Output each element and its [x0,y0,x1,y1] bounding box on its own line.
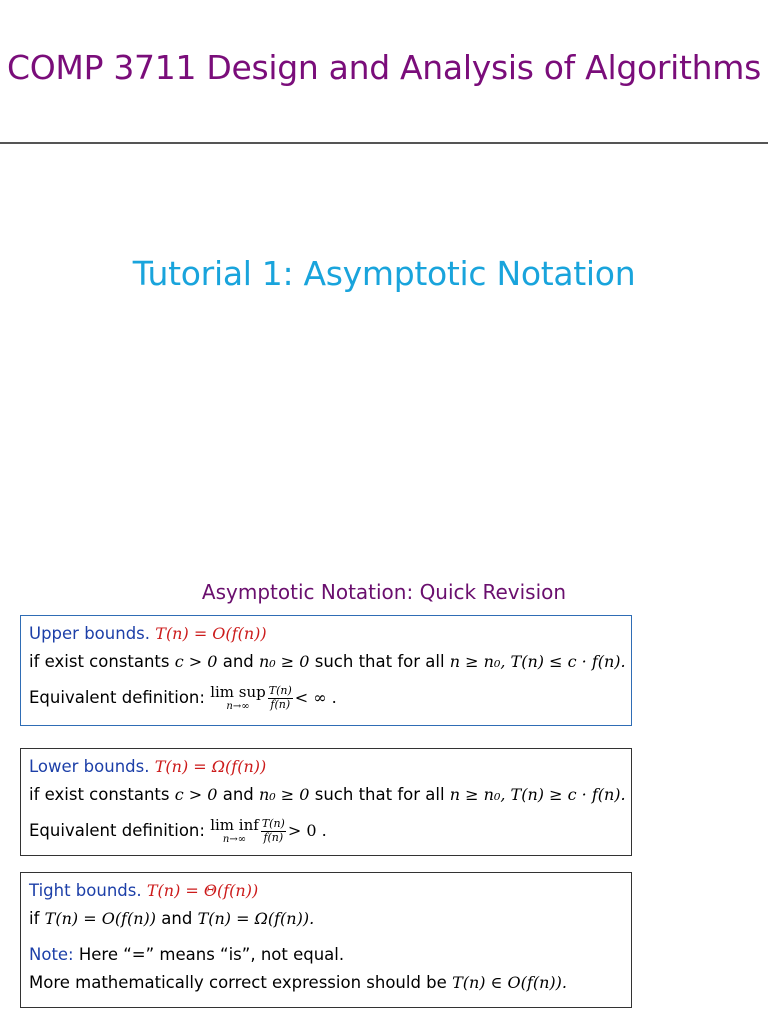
upper-fraction [268,685,293,711]
lower-lim-op: lim inf [210,816,259,834]
revision-title: Asymptotic Notation: Quick Revision [201,580,567,604]
lower-lim-sub: n→∞ [222,834,247,845]
lower-cond-pre: if exist constants [29,785,170,804]
lower-bounds-box [20,748,632,856]
upper-cond-pre: if exist constants [29,652,170,671]
upper-formula: T(n) = O(f(n)) [155,624,267,643]
tight-more-line [29,969,623,997]
course-title: COMP 3711 Design and Analysis of Algorithms [6,48,761,87]
upper-frac-num: T(n) [268,684,292,698]
lower-liminf [210,818,259,845]
upper-limsup [210,685,266,712]
upper-equiv-label: Equivalent definition: [29,688,205,707]
lower-fraction [261,818,286,844]
tight-cond-if: if [29,909,40,928]
upper-lim-rel: < ∞ . [294,688,337,707]
tutorial-title: Tutorial 1: Asymptotic Notation [132,254,636,293]
tight-cond-b: T(n) = Ω(f(n)). [197,909,315,928]
lower-frac-den: f(n) [263,831,284,844]
lower-equiv-label: Equivalent definition: [29,821,205,840]
upper-condition-line [29,648,626,676]
title-divider [0,142,768,144]
upper-cond-c: c > 0 [174,652,218,671]
upper-equiv-line [29,678,623,718]
upper-cond-mid: such that for all [314,652,445,671]
tight-bounds-box [20,872,632,1008]
lower-frac-num: T(n) [261,817,285,831]
tight-heading-line [29,877,623,905]
lower-equiv-line [29,811,623,851]
lower-cond-and: and [222,785,254,804]
upper-heading-line [29,620,623,648]
lower-heading-line [29,753,623,781]
tight-note-text: Here “=” means “is”, not equal. [78,945,345,964]
lower-cond-rel: n ≥ n₀, T(n) ≥ c · f(n). [449,785,626,804]
tight-cond-a: T(n) = O(f(n)) [44,909,157,928]
upper-frac-den: f(n) [270,698,291,711]
upper-lim-op: lim sup [210,683,266,701]
upper-cond-and: and [222,652,254,671]
lower-formula: T(n) = Ω(f(n)) [154,757,267,776]
lower-lim-rel: > 0 . [287,821,327,840]
upper-heading: Upper bounds. [29,624,151,643]
tight-note-label: Note: [29,945,74,964]
tight-cond-and: and [161,909,193,928]
lower-condition-line [29,781,626,809]
lower-heading: Lower bounds. [29,757,150,776]
lower-cond-c: c > 0 [174,785,218,804]
tight-more-math: T(n) ∈ O(f(n)). [452,973,567,992]
tight-more-text: More mathematically correct expression should be [29,973,447,992]
tight-note-line [29,941,623,969]
upper-cond-rel: n ≥ n₀, T(n) ≤ c · f(n). [449,652,626,671]
lower-cond-n0: n₀ ≥ 0 [259,785,310,804]
tight-heading: Tight bounds. [29,881,142,900]
upper-lim-sub: n→∞ [226,701,250,712]
lower-cond-mid: such that for all [314,785,445,804]
upper-cond-n0: n₀ ≥ 0 [259,652,310,671]
tight-condition-line [29,905,623,933]
tight-formula: T(n) = Θ(f(n)) [146,881,259,900]
upper-bounds-box [20,615,632,726]
